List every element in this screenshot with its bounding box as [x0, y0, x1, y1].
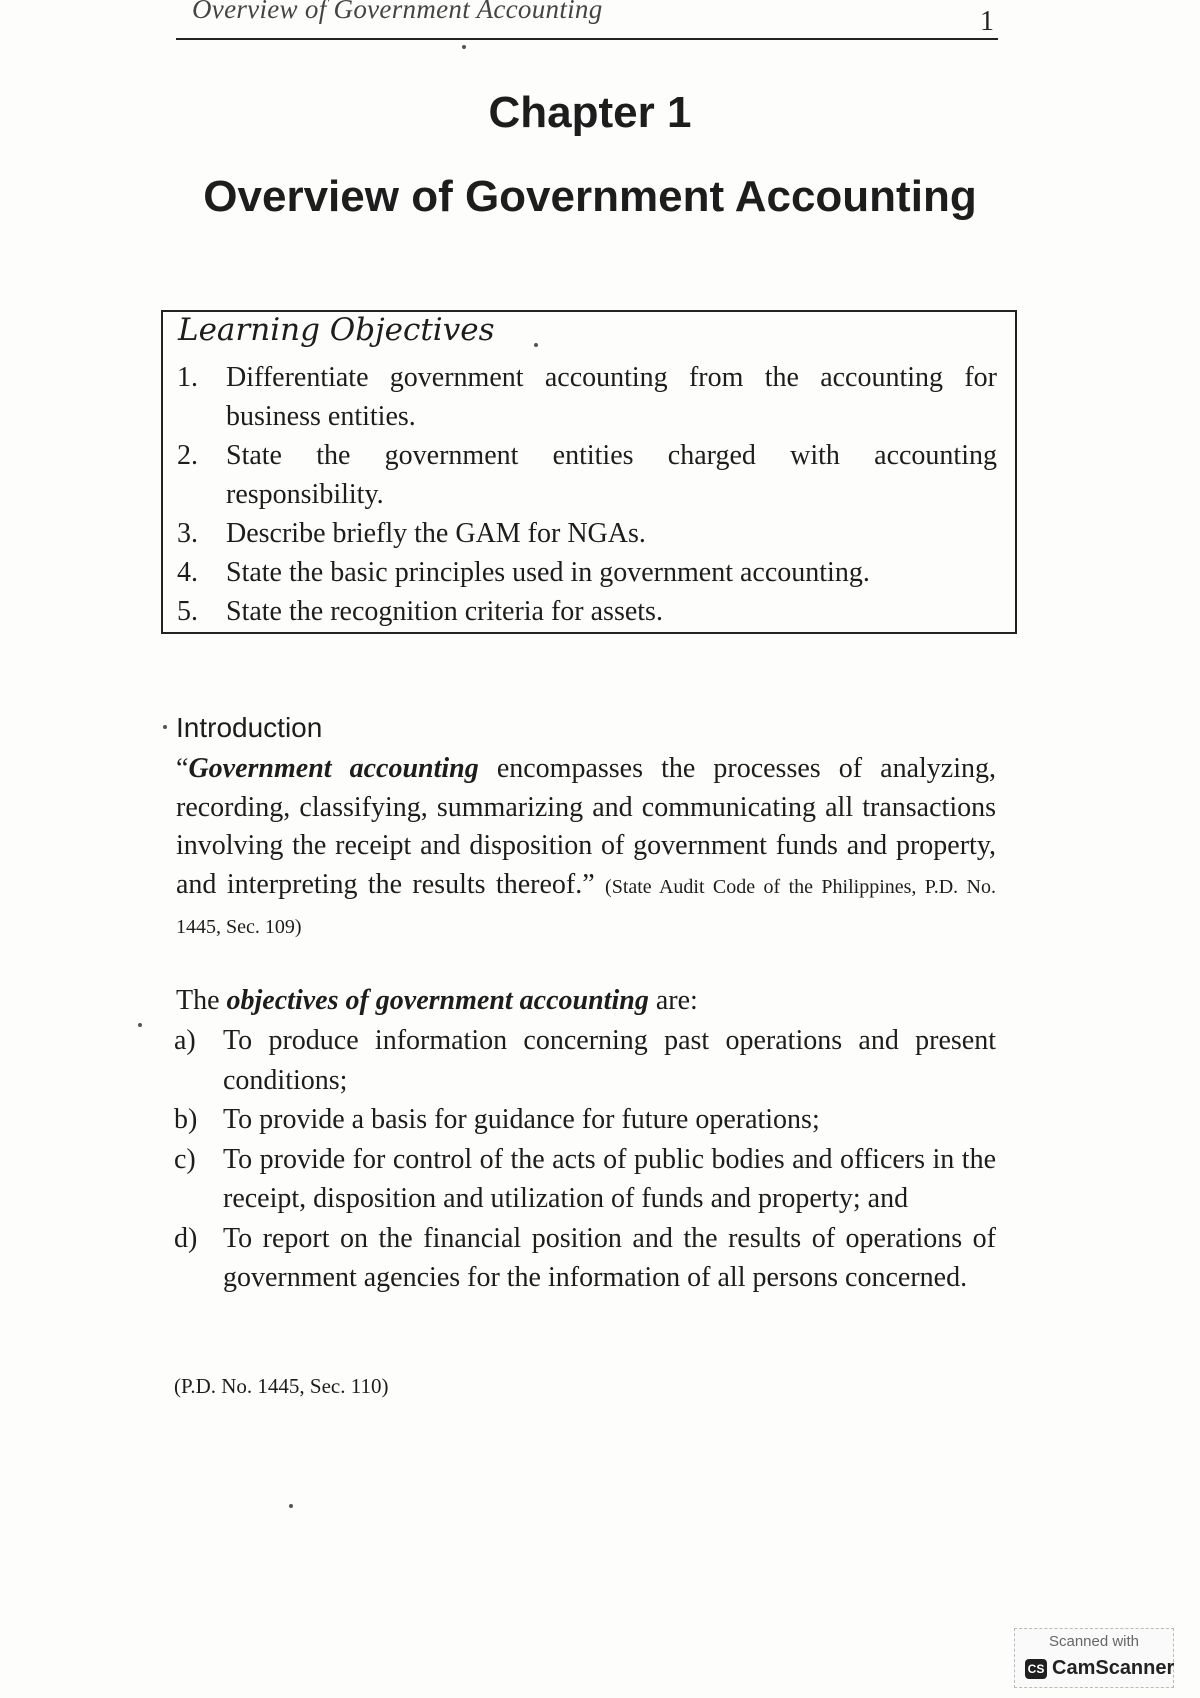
- objective-number: 2.: [177, 440, 198, 471]
- objective-letter: a): [174, 1025, 196, 1056]
- learning-objectives-list: [177, 358, 997, 631]
- introduction-heading: Introduction: [176, 712, 323, 743]
- objective-letter: d): [174, 1222, 198, 1254]
- camscanner-logo-icon: CS: [1025, 1659, 1047, 1679]
- objective-number: 1.: [177, 362, 198, 393]
- objective-text: To provide a basis for guidance for future operations;: [223, 1104, 820, 1135]
- defined-term: Government accounting: [188, 753, 479, 784]
- objective-item: [174, 1021, 996, 1100]
- objective-letter: b): [174, 1104, 198, 1135]
- objectives-lead-in: [176, 982, 996, 1020]
- objective-number: 3.: [177, 518, 198, 549]
- lead-in-end: are:: [648, 985, 698, 1016]
- scan-speck: [289, 1504, 293, 1508]
- quote-open: “: [176, 753, 189, 784]
- learning-objective-item: [177, 436, 997, 514]
- objective-text: Describe briefly the GAM for NGAs.: [226, 518, 646, 549]
- learning-objective-item: [177, 358, 997, 436]
- scan-speck: [163, 725, 167, 729]
- introduction-body: encompasses the processes of analyzing, recording, classifying, summarizing and communicating all transactions involving the receipt and disposition of government funds and property, and interpreting the results thereof.”: [176, 753, 996, 900]
- introduction-paragraph: [176, 750, 996, 947]
- objective-text: To produce information concerning past operations and present conditions;: [223, 1025, 996, 1096]
- objective-text: State the basic principles used in government accounting.: [226, 557, 870, 588]
- objectives-list: [174, 1021, 996, 1298]
- scan-speck: [462, 45, 466, 49]
- learning-objectives-heading: Learning Objectives: [178, 312, 495, 348]
- chapter-label: Chapter 1: [488, 88, 692, 137]
- objective-item: [174, 1140, 996, 1219]
- objective-text: State the government entities charged with accounting responsibility.: [226, 440, 997, 510]
- camscanner-badge: [1014, 1628, 1174, 1688]
- objective-letter: c): [174, 1143, 196, 1175]
- objective-text: State the recognition criteria for assets.: [226, 596, 663, 627]
- running-header: [176, 0, 998, 40]
- objective-number: 5.: [177, 596, 198, 627]
- objective-item: [174, 1100, 996, 1140]
- objective-number: 4.: [177, 557, 198, 588]
- objectives-term: objectives of government accounting: [226, 985, 649, 1016]
- objectives-citation: (P.D. No. 1445, Sec. 110): [174, 1374, 389, 1398]
- introduction-citation: (State Audit Code of the Philippines, P.D. No. 1445, Sec. 109): [176, 875, 996, 938]
- lead-in-start: The: [176, 985, 227, 1016]
- chapter-title: Overview of Government Accounting: [203, 172, 977, 221]
- page-number: 1: [980, 6, 994, 37]
- learning-objective-item: [177, 514, 997, 553]
- objective-text: Differentiate government accounting from the accounting for business entities.: [226, 362, 997, 432]
- badge-brand: CamScanner: [1052, 1657, 1175, 1679]
- scan-speck: [534, 343, 538, 347]
- running-title: Overview of Government Accounting: [192, 0, 603, 24]
- scan-speck: [138, 1023, 142, 1027]
- objective-text: To provide for control of the acts of public bodies and officers in the receipt, disposition and utilization of funds and property; and: [223, 1143, 996, 1214]
- objective-item: [174, 1219, 996, 1298]
- learning-objectives-box: [161, 310, 1017, 634]
- badge-caption: Scanned with: [1048, 1633, 1140, 1650]
- learning-objective-item: [177, 553, 997, 592]
- learning-objective-item: [177, 592, 997, 631]
- objective-text: To report on the financial position and the results of operations of government agencies for the information of all persons concerned.: [223, 1222, 996, 1293]
